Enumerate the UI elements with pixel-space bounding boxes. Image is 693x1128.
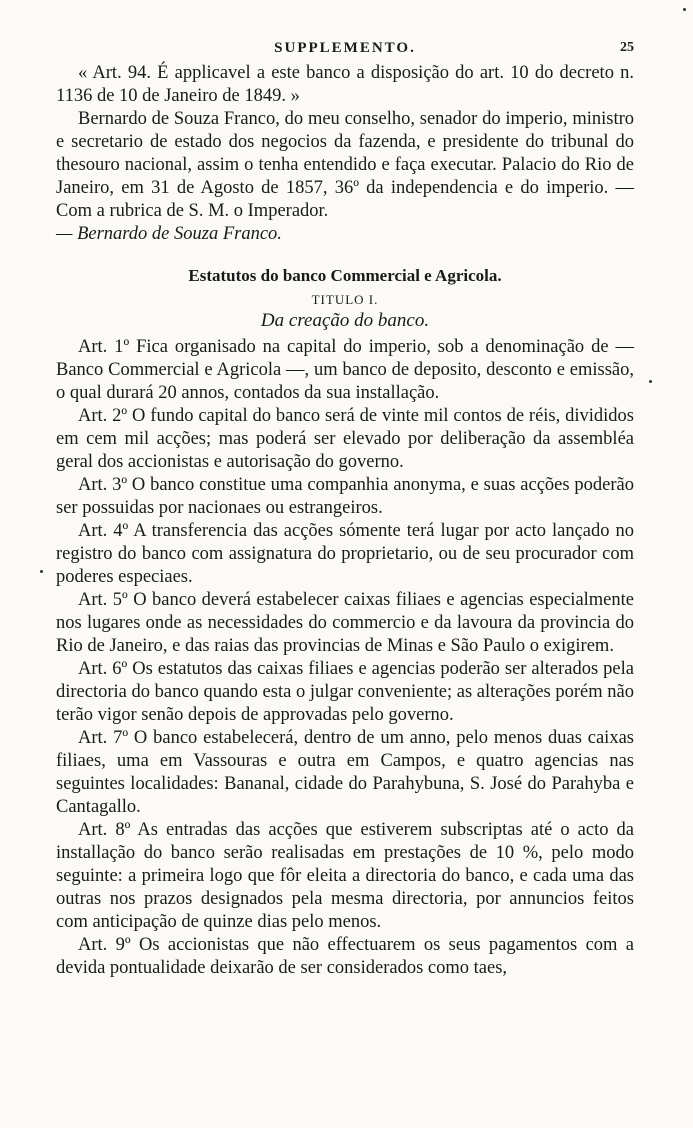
article-5: Art. 5º O banco deverá estabelecer caixas filiaes e agencias especialmente nos lugares onde as necessidades do commercio e da lavoura da provincia do Rio de Janeiro, e das raias das provincias de Minas e São Paulo o exigirem. (56, 590, 634, 656)
page-header (56, 36, 634, 62)
article-7: Art. 7º O banco estabelecerá, dentro de um anno, pelo menos duas caixas filiaes, uma em Vassouras e outra em Campos, e quatro agencias nas seguintes localidades: Bananal, cidade do Parahybuna, S. José do Parahyba e Cantagallo. (56, 728, 634, 817)
article-4: Art. 4º A transferencia das acções sómente terá lugar por acto lançado no registro do banco com assignatura do proprietario, ou de seu procurador com poderes especiaes. (56, 521, 634, 587)
section-title: Estatutos do banco Commercial e Agricola. (188, 266, 502, 285)
article-2: Art. 2º O fundo capital do banco será de vinte mil contos de réis, divididos em cem mil acções; mas poderá ser elevado por deliberação da assembléa geral dos accionistas e autorisação do governo. (56, 406, 634, 472)
running-title: SUPPLEMENTO. (274, 40, 416, 56)
decree-paragraph: « Art. 94. É applicavel a este banco a disposição do art. 10 do decreto n. 1136 de 10 de Janeiro de 1849. » (56, 63, 634, 106)
chapter-subtitle: Da creação do banco. (260, 310, 430, 331)
decree-signature: — Bernardo de Souza Franco. (56, 224, 282, 244)
page (56, 36, 634, 980)
article-6: Art. 6º Os estatutos das caixas filiaes e agencias poderão ser alterados pela directoria do banco quando esta o julgar conveniente; as alterações porém não terão vigor senão depois de approvadas pelo governo. (56, 659, 634, 725)
margin-speck (649, 380, 652, 383)
decree-closing-paragraph: Bernardo de Souza Franco, do meu conselho, senador do imperio, ministro e secretario de estado dos negocios da fazenda, e presidente do tribunal do thesouro nacional, assim o tenha entendido e faça executar. Palacio do Rio de Janeiro, em 31 de Agosto de 1857, 36º da independencia e do imperio. — Com a rubrica de S. M. o Imperador. (56, 109, 634, 221)
article-8: Art. 8º As entradas das acções que estiverem subscriptas até o acto da installação do banco serão realisadas em prestações de 10 %, pelo modo seguinte: a primeira logo que fôr eleita a directoria do banco, e cada uma das outras nos prazos designados pela mesma directoria, por annuncios feitos com anticipação de quinze dias pelo menos. (56, 820, 634, 932)
article-9: Art. 9º Os accionistas que não effectuarem os seus pagamentos com a devida pontualidade deixarão de ser considerados como taes, (56, 935, 634, 978)
page-number: 25 (620, 40, 634, 55)
margin-speck (40, 570, 43, 573)
margin-speck (683, 8, 686, 11)
article-1: Art. 1º Fica organisado na capital do imperio, sob a denominação de — Banco Commercial e Agricola —, um banco de deposito, desconto e emissão, o qual durará 20 annos, contados da sua installação. (56, 337, 634, 403)
article-3: Art. 3º O banco constitue uma companhia anonyma, e suas acções poderão ser possuidas por nacionaes ou estrangeiros. (56, 475, 634, 518)
titulo-heading: TITULO I. (311, 292, 379, 307)
